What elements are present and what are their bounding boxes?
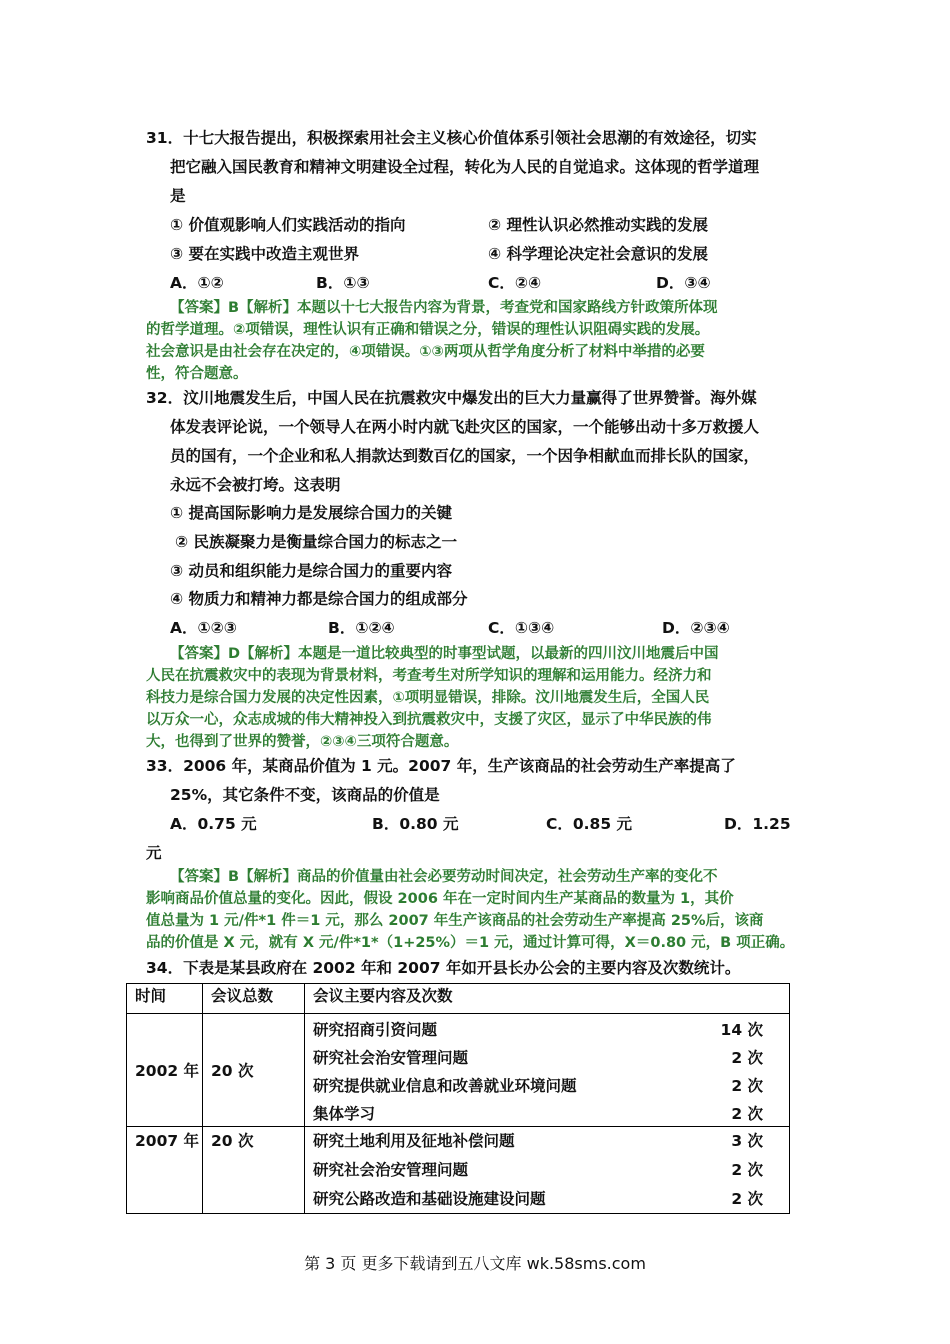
table-header-row	[127, 984, 790, 1014]
row-items	[305, 1127, 790, 1214]
row-total: 20 次	[203, 1127, 305, 1214]
item-topic: 研究提供就业信息和改善就业环境问题	[313, 1077, 577, 1095]
q32-answer-line2: 人民在抗震救灾中的表现为背景材料，考查考生对所学知识的理解和运用能力。经济力和	[146, 668, 712, 684]
item-topic: 集体学习	[313, 1105, 376, 1123]
q31-option-b: B．①③	[316, 274, 370, 292]
meeting-stats-table	[126, 983, 790, 1214]
q33-answer-line2: 影响商品价值总量的变化。因此，假设 2006 年在一定时间内生产某商品的数量为 1，其价	[146, 891, 734, 907]
table-header-time: 时间	[127, 984, 203, 1014]
q31-stem-line3: 是	[170, 187, 186, 205]
q32-statement-1: ① 提高国际影响力是发展综合国力的关键	[170, 504, 453, 522]
q32-option-d: D．②③④	[662, 619, 730, 637]
q32-option-c: C．①③④	[488, 619, 555, 637]
item-count: 2 次	[731, 1077, 763, 1095]
q31-option-d: D．③④	[656, 274, 711, 292]
item-count: 14 次	[720, 1021, 763, 1039]
item-topic: 研究社会治安管理问题	[313, 1049, 469, 1067]
item-count: 2 次	[731, 1049, 763, 1067]
q31-statement-2: ② 理性认识必然推动实践的发展	[488, 216, 709, 234]
q32-statement-3: ③ 动员和组织能力是综合国力的重要内容	[170, 562, 453, 580]
q31-option-c: C．②④	[488, 274, 542, 292]
q33-option-d: D．1.25	[724, 815, 791, 833]
q32-option-b: B．①②④	[328, 619, 395, 637]
q32-answer-line5: 大，也得到了世界的赞誉，②③④三项符合题意。	[146, 734, 459, 750]
q31-answer-line3: 社会意识是由社会存在决定的，④项错误。①③两项从哲学角度分析了材料中举措的必要	[146, 344, 705, 360]
q31-option-a: A．①②	[170, 274, 224, 292]
table-row	[127, 1014, 790, 1127]
table-header-total: 会议总数	[203, 984, 305, 1014]
item-topic: 研究社会治安管理问题	[313, 1161, 469, 1179]
q32-statement-2: ② 民族凝聚力是衡量综合国力的标志之一	[175, 533, 458, 551]
q33-option-a: A．0.75 元	[170, 815, 257, 833]
q33-stem-line1: 33．2006 年，某商品价值为 1 元。2007 年，生产该商品的社会劳动生产率提高了	[146, 757, 736, 775]
q33-answer-line1: 【答案】B【解析】商品的价值量由社会必要劳动时间决定，社会劳动生产率的变化不	[170, 869, 718, 885]
q31-statement-4: ④ 科学理论决定社会意识的发展	[488, 245, 709, 263]
item-count: 2 次	[731, 1105, 763, 1123]
q31-answer-line2: 的哲学道理。②项错误，理性认识有正确和错误之分，错误的理性认识阻碍实践的发展。	[146, 322, 710, 338]
q32-stem-line3: 员的国有，一个企业和私人捐款达到数百亿的国家，一个因争相献血而排长队的国家，	[170, 447, 760, 465]
q31-stem-line1: 31．十七大报告提出，积极探索用社会主义核心价值体系引领社会思潮的有效途径，切实	[146, 129, 757, 147]
item-topic: 研究土地利用及征地补偿问题	[313, 1132, 515, 1150]
q32-answer-line3: 科技力是综合国力发展的决定性因素，①项明显错误，排除。汶川地震发生后，全国人民	[146, 690, 710, 706]
q33-answer-line4: 品的价值是 X 元，就有 X 元/件*1*（1+25%）＝1 元，通过计算可得，X＝0.80 元，B 项正确。	[146, 935, 795, 951]
q32-stem-line1: 32．汶川地震发生后，中国人民在抗震救灾中爆发出的巨大力量赢得了世界赞誉。海外媒	[146, 389, 757, 407]
q31-statement-1: ① 价值观影响人们实践活动的指向	[170, 216, 406, 234]
item-count: 2 次	[731, 1161, 763, 1179]
item-count: 3 次	[731, 1132, 763, 1150]
page-footer: 第 3 页 更多下载请到五八文库 wk.58sms.com	[304, 1254, 646, 1273]
table-row	[127, 1127, 790, 1214]
item-topic: 研究公路改造和基础设施建设问题	[313, 1190, 546, 1208]
q31-answer-line4: 性，符合题意。	[146, 366, 248, 382]
q32-stem-line2: 体发表评论说，一个领导人在两小时内就飞赴灾区的国家，一个能够出动十多万救援人	[170, 418, 760, 436]
q31-answer-line1: 【答案】B【解析】本题以十七大报告内容为背景，考查党和国家路线方针政策所体现	[170, 300, 718, 316]
q32-option-a: A．①②③	[170, 619, 237, 637]
q32-statement-4: ④ 物质力和精神力都是综合国力的组成部分	[170, 590, 468, 608]
row-items	[305, 1014, 790, 1127]
q32-answer-line4: 以万众一心，众志成城的伟大精神投入到抗震救灾中，支援了灾区，显示了中华民族的伟	[146, 712, 712, 728]
row-year: 2002 年	[127, 1014, 203, 1127]
q33-option-c: C．0.85 元	[546, 815, 633, 833]
row-total: 20 次	[203, 1014, 305, 1127]
q32-stem-line4: 永远不会被打垮。这表明	[170, 476, 341, 494]
table-header-content: 会议主要内容及次数	[305, 984, 790, 1014]
q33-option-b: B．0.80 元	[372, 815, 459, 833]
q34-stem: 34．下表是某县政府在 2002 年和 2007 年如开县长办公会的主要内容及次数统计。	[146, 959, 741, 977]
q33-answer-line3: 值总量为 1 元/件*1 件＝1 元，那么 2007 年生产该商品的社会劳动生产率提高 25%后，该商	[146, 913, 764, 929]
q33-option-d-wrap: 元	[146, 844, 162, 862]
q33-stem-line2: 25%，其它条件不变，该商品的价值是	[170, 786, 440, 804]
q31-stem-line2: 把它融入国民教育和精神文明建设全过程，转化为人民的自觉追求。这体现的哲学道理	[170, 158, 760, 176]
q31-statement-3: ③ 要在实践中改造主观世界	[170, 245, 360, 263]
row-year: 2007 年	[127, 1127, 203, 1214]
item-count: 2 次	[731, 1190, 763, 1208]
item-topic: 研究招商引资问题	[313, 1021, 438, 1039]
q32-answer-line1: 【答案】D【解析】本题是一道比较典型的时事型试题，以最新的四川汶川地震后中国	[170, 646, 719, 662]
